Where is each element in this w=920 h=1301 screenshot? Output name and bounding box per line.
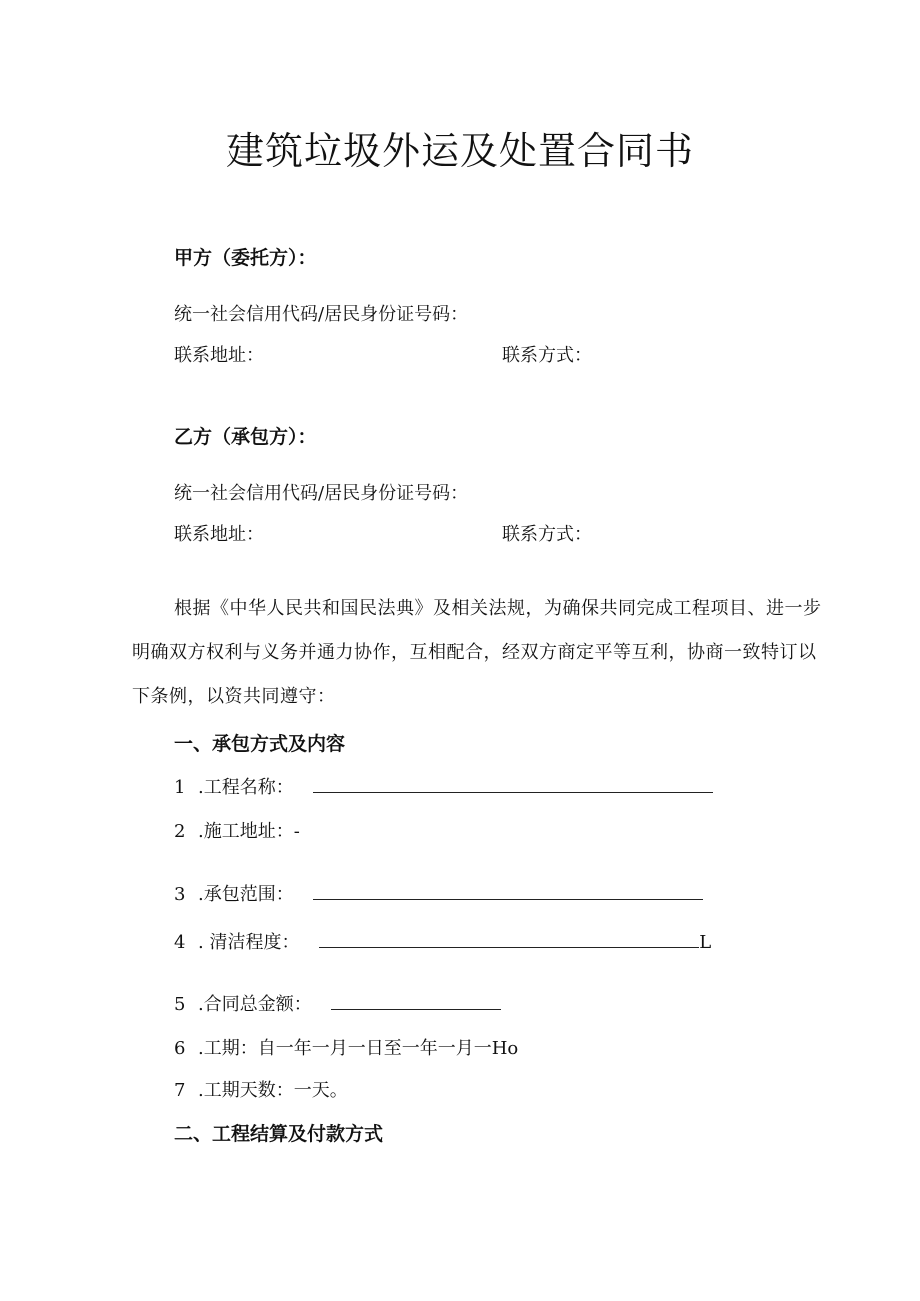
item-number: 2 bbox=[174, 821, 186, 842]
project-name-blank[interactable] bbox=[313, 776, 713, 793]
party-a-contact-label: 联系方式： bbox=[502, 345, 592, 366]
item-number: 7 bbox=[174, 1080, 186, 1101]
contract-scope-blank[interactable] bbox=[313, 883, 703, 900]
party-a-id-label: 统一社会信用代码/居民身份证号码： bbox=[174, 304, 469, 325]
item-1-project-name bbox=[174, 773, 713, 799]
party-a-address-label: 联系地址： bbox=[174, 345, 264, 366]
item-number: 3 bbox=[174, 884, 186, 905]
item-2-construction-address bbox=[174, 817, 300, 843]
document-title: 建筑垃圾外运及处置合同书 bbox=[225, 129, 694, 173]
party-b-id-label: 统一社会信用代码/居民身份证号码： bbox=[174, 483, 469, 504]
total-amount-blank[interactable] bbox=[331, 993, 501, 1010]
item-label: .工期：自一年一月一日至一年一月一Ho bbox=[198, 1038, 519, 1059]
item-label: .合同总金额： bbox=[198, 994, 312, 1015]
item-label: .工期天数：一天。 bbox=[198, 1080, 348, 1101]
party-b-heading: 乙方（承包方）： bbox=[174, 426, 317, 448]
item-label: . 清洁程度： bbox=[198, 932, 300, 953]
item-number: 1 bbox=[174, 777, 186, 798]
item-label: .承包范围： bbox=[198, 884, 294, 905]
item-number: 6 bbox=[174, 1038, 186, 1059]
item-label: .工程名称： bbox=[198, 777, 294, 798]
item-3-contract-scope bbox=[174, 880, 703, 906]
item-6-schedule bbox=[174, 1034, 518, 1060]
section2-heading: 二、工程结算及付款方式 bbox=[174, 1123, 384, 1145]
item-number: 4 bbox=[174, 932, 186, 953]
section1-heading: 一、承包方式及内容 bbox=[174, 733, 346, 755]
item-7-schedule-days bbox=[174, 1076, 348, 1102]
party-b-contact-label: 联系方式： bbox=[502, 524, 592, 545]
item-number: 5 bbox=[174, 994, 186, 1015]
party-b-address-label: 联系地址： bbox=[174, 524, 264, 545]
cleanliness-suffix: L bbox=[699, 932, 712, 953]
cleanliness-blank[interactable] bbox=[319, 931, 699, 948]
item-label: .施工地址：- bbox=[198, 821, 300, 842]
party-a-heading: 甲方（委托方）： bbox=[174, 247, 317, 269]
item-5-total-amount bbox=[174, 990, 501, 1016]
preamble-paragraph: 根据《中华人民共和国民法典》及相关法规，为确保共同完成工程项目、进一步明确双方权利与义务并通力协作，互相配合，经双方商定平等互利，协商一致特订以下条例，以资共同遵守： bbox=[132, 598, 822, 707]
item-4-cleanliness bbox=[174, 928, 711, 954]
